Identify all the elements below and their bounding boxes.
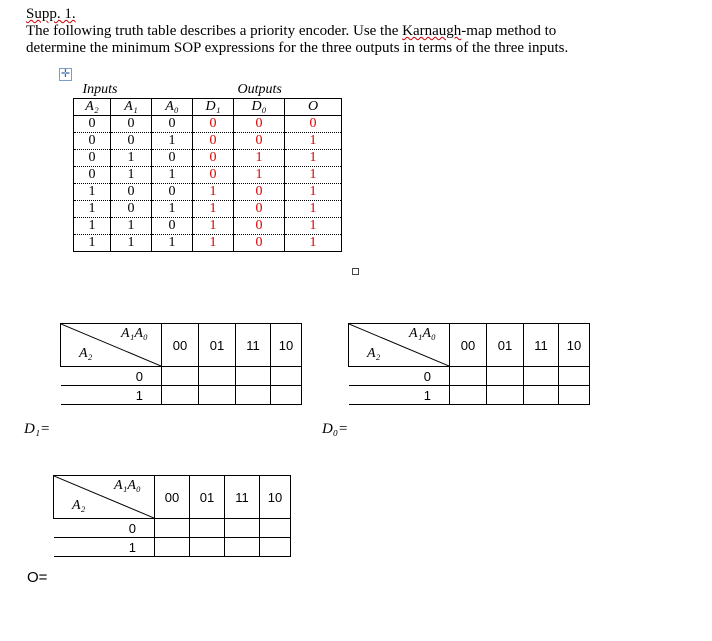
table-cell: 1 [193,218,234,235]
kmap-cell[interactable] [236,367,271,386]
kmap-cell[interactable] [199,386,236,405]
table-cell: 1 [234,150,285,167]
table-cell: 1 [152,201,193,218]
problem-label: Supp. 1. [26,6,76,22]
kmap-cell[interactable] [524,386,559,405]
problem-statement [26,6,568,57]
kmap-cell[interactable] [260,519,291,538]
table-cell: 0 [111,201,152,218]
table-cell: 1 [234,167,285,184]
table-cell: 1 [152,167,193,184]
col-header-1: A₁ [111,99,152,116]
table-cell: 1 [285,235,342,252]
kmap-row [54,538,291,557]
table-row [74,133,342,150]
kmap-cell[interactable] [162,386,199,405]
d1-answer-label: D₁= [24,421,51,437]
table-cell: 0 [111,116,152,133]
kmap-col-header: 00 [155,476,190,519]
kmap-cell[interactable] [190,538,225,557]
kmap-row-label: 0 [61,367,162,386]
table-cell: 0 [74,133,111,150]
kmap-row-label: 0 [349,367,450,386]
table-cell: 0 [234,184,285,201]
kmap-d1 [60,323,302,405]
col-header-4: D₀ [234,99,285,116]
kmap-row-label: 1 [349,386,450,405]
kmap-row-var: A₂ [367,346,381,361]
table-cell: 1 [285,167,342,184]
table-cell: 1 [74,218,111,235]
kmap-cell[interactable] [190,519,225,538]
table-cell: 0 [74,116,111,133]
kmap-col-header: 11 [524,324,559,367]
d0-answer-label: D₀= [322,421,349,437]
kmap-col-header: 00 [450,324,487,367]
kmap-row-var: A₂ [72,498,86,513]
kmap-col-header: 01 [199,324,236,367]
table-cell: 0 [111,184,152,201]
kmap-cell[interactable] [260,538,291,557]
table-cell: 0 [152,184,193,201]
col-header-3: D₁ [193,99,234,116]
table-cell: 1 [111,167,152,184]
table-cell: 0 [74,167,111,184]
truth-table [73,82,342,252]
kmap-row [54,519,291,538]
kmap-cell[interactable] [559,386,590,405]
kmap-corner [349,324,450,367]
kmap-col-header: 01 [190,476,225,519]
table-cell: 0 [234,235,285,252]
kmap-col-header: 11 [236,324,271,367]
statement-line1-end: -map method to [461,23,557,39]
table-cell: 1 [285,184,342,201]
kmap-row-label: 0 [54,519,155,538]
table-cell: 1 [74,184,111,201]
kmap-cell[interactable] [524,367,559,386]
kmap-cell[interactable] [225,519,260,538]
table-cell: 1 [193,201,234,218]
kmap-cell[interactable] [199,367,236,386]
table-cell: 0 [285,116,342,133]
table-cell: 0 [234,218,285,235]
kmap-cell[interactable] [487,367,524,386]
kmap-cell[interactable] [487,386,524,405]
table-cell: 0 [152,116,193,133]
kmap-corner [61,324,162,367]
table-cell: 1 [285,150,342,167]
kmap-col-var: A₁A₀ [121,326,148,341]
kmap-row-label: 1 [54,538,155,557]
kmap-cell[interactable] [450,367,487,386]
kmap-row [61,367,302,386]
table-cell: 0 [234,133,285,150]
col-header-2: A₀ [152,99,193,116]
table-cell: 0 [193,116,234,133]
table-cell: 0 [74,150,111,167]
o-answer-label: O= [27,569,48,586]
statement-line2: determine the minimum SOP expressions for the three outputs in terms of the three inputs. [26,40,569,56]
outputs-group-label: Outputs [234,82,342,99]
table-cell: 0 [193,150,234,167]
kmap-row-label: 1 [61,386,162,405]
statement-line1: The following truth table describes a priority encoder. Use the [26,23,403,39]
table-cell: 1 [111,150,152,167]
table-cell: 0 [193,167,234,184]
kmap-row [349,367,590,386]
table-cell: 0 [152,150,193,167]
table-cell: 1 [193,235,234,252]
table-cell: 1 [285,201,342,218]
table-cell: 0 [193,133,234,150]
kmap-col-header: 11 [225,476,260,519]
kmap-cell[interactable] [271,386,302,405]
table-cell: 1 [152,133,193,150]
kmap-cell[interactable] [271,367,302,386]
table-cell: 0 [234,116,285,133]
table-cell: 1 [111,235,152,252]
table-row [74,150,342,167]
table-cell: 1 [74,201,111,218]
kmap-d0 [348,323,590,405]
table-row [74,201,342,218]
statement-karnaugh: Karnaugh [402,23,462,39]
table-cell: 1 [285,133,342,150]
table-row [74,218,342,235]
table-cell: 1 [193,184,234,201]
kmap-row [61,386,302,405]
move-handle-icon[interactable]: ✛ [60,67,71,80]
table-row [74,116,342,133]
table-cell: 0 [234,201,285,218]
table-row [74,184,342,201]
table-cell: 0 [111,133,152,150]
kmap-col-var: A₁A₀ [114,478,141,493]
kmap-o [53,475,291,557]
kmap-cell[interactable] [236,386,271,405]
kmap-cell[interactable] [450,386,487,405]
kmap-cell[interactable] [225,538,260,557]
kmap-col-header: 10 [271,324,302,367]
table-cell: 1 [74,235,111,252]
kmap-cell[interactable] [155,538,190,557]
col-header-5: O [285,99,342,116]
kmap-row [349,386,590,405]
kmap-row-var: A₂ [79,346,93,361]
table-resize-handle[interactable] [352,268,359,275]
table-cell: 1 [285,218,342,235]
kmap-col-header: 10 [559,324,590,367]
kmap-cell[interactable] [155,519,190,538]
kmap-corner [54,476,155,519]
kmap-col-header: 00 [162,324,199,367]
col-header-0: A₂ [74,99,111,116]
kmap-cell[interactable] [559,367,590,386]
kmap-col-var: A₁A₀ [409,326,436,341]
kmap-col-header: 01 [487,324,524,367]
inputs-group-label: Inputs [83,82,206,99]
kmap-col-header: 10 [260,476,291,519]
table-cell: 1 [152,235,193,252]
table-cell: 1 [111,218,152,235]
table-cell: 0 [152,218,193,235]
table-row [74,235,342,252]
kmap-cell[interactable] [162,367,199,386]
table-row [74,167,342,184]
